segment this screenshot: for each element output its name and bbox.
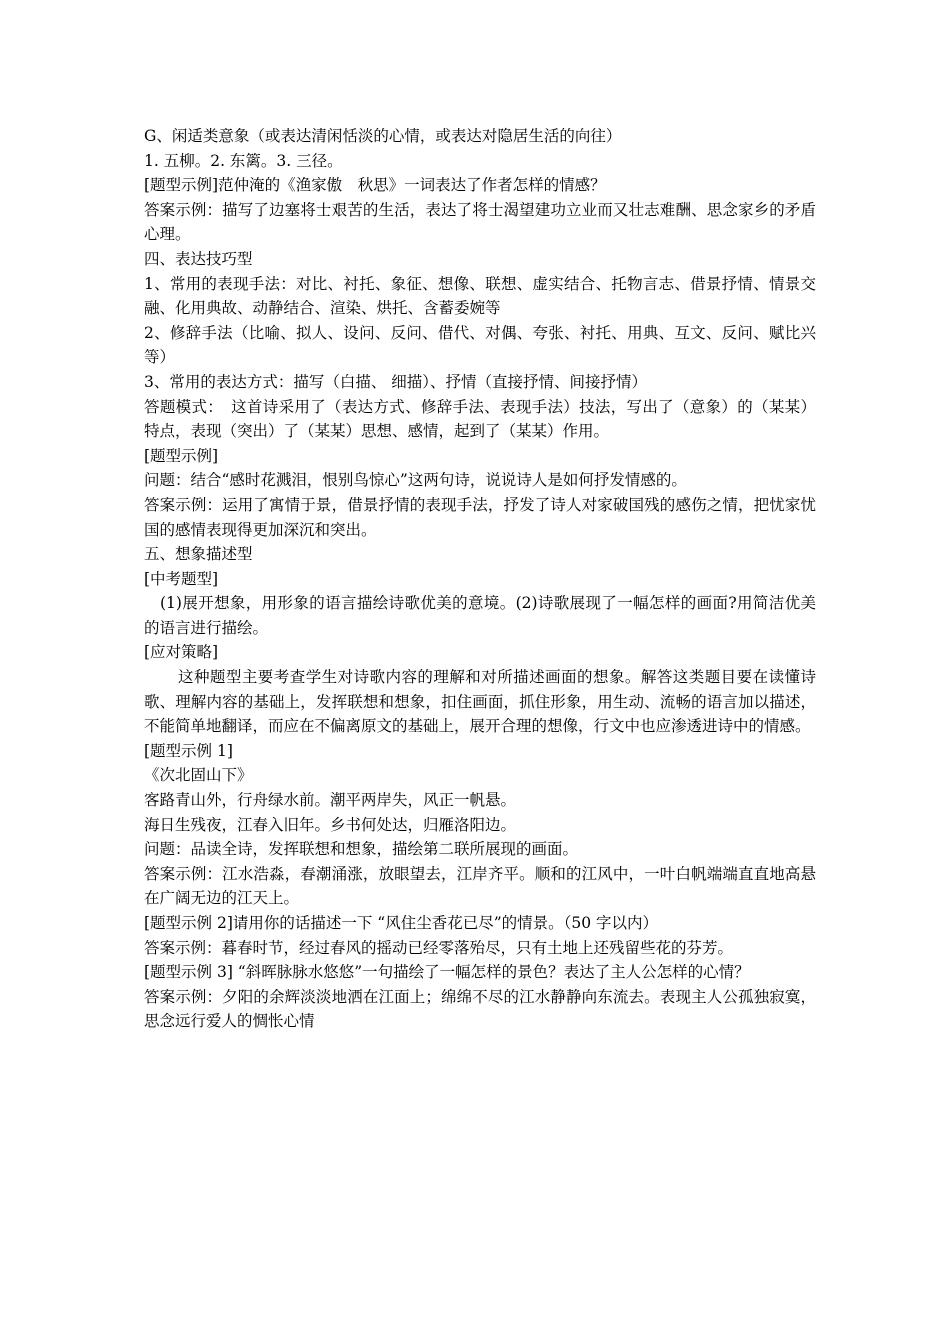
- exam-type-content: (1)展开想象，用形象的语言描绘诗歌优美的意境。(2)诗歌展现了一幅怎样的画面?用简洁优美的语言进行描绘。: [144, 594, 816, 637]
- poem-line-2: 海日生残夜，江春入旧年。乡书何处达，归雁洛阳边。: [144, 815, 517, 834]
- example-1-label: [题型示例 1]: [144, 741, 233, 760]
- example-2-answer: 答案示例：暮春时节，经过春风的摇动已经零落殆尽，只有土地上还残留些花的芬芳。: [144, 938, 734, 957]
- strategy-paragraph: 这种题型主要考查学生对诗歌内容的理解和对所描述画面的想象。解答这类题目要在读懂诗歌、理解内容的基础上，发挥联想和想象，扣住画面，抓住形象，用生动、流畅的语言加以描述，不能简单地翻译，而应在不偏离原文的基础上，展开合理的想像，行文中也应渗透进诗中的情感。: [144, 668, 816, 736]
- document-page: [144, 124, 816, 1034]
- example-answer: 答案示例：描写了边塞将士艰苦的生活，表达了将士渴望建功立业而又壮志难酬、思念家乡的矛盾心理。: [144, 200, 816, 244]
- example-label: [题型示例]: [144, 446, 219, 465]
- answer-pattern: 答题模式： 这首诗采用了（表达方式、修辞手法、表现手法）技法，写出了（意象）的（某某）特点，表现（突出）了（某某）思想、感情，起到了（某某）作用。: [144, 397, 816, 441]
- poem-title: 《次北固山下》: [144, 766, 253, 785]
- imagery-list: 1. 五柳。2. 东篱。3. 三径。: [144, 151, 343, 170]
- techniques-item-1: 1、常用的表现手法：对比、衬托、象征、想像、联想、虚实结合、托物言志、借景抒情、情景交融、化用典故、动静结合、渲染、烘托、含蓄委婉等: [144, 274, 816, 318]
- example-2-question: [题型示例 2]请用你的话描述一下 “风住尘香花已尽”的情景。（50 字以内）: [144, 914, 659, 932]
- example-3-question: [题型示例 3] “斜晖脉脉水悠悠”一句描绘了一幅怎样的景色？表达了主人公怎样的心情？: [144, 963, 750, 982]
- strategy-label: [应对策略]: [144, 643, 219, 662]
- section-heading-imagination: 五、想象描述型: [144, 545, 253, 564]
- example-3-answer: 答案示例：夕阳的余辉淡淡地洒在江面上；绵绵不尽的江水静静向东流去。表现主人公孤独寂寞，思念远行爱人的惆怅心情: [144, 987, 816, 1031]
- example-answer: 答案示例：运用了寓情于景，借景抒情的表现手法，抒发了诗人对家破国残的感伤之情，把忧家忧国的感情表现得更加深沉和突出。: [144, 495, 816, 539]
- section-heading-techniques: 四、表达技巧型: [144, 249, 253, 268]
- example-question: 问题：结合“感时花溅泪，恨别鸟惊心”这两句诗，说说诗人是如何抒发情感的。: [144, 471, 687, 490]
- heading-leisure-imagery: G、闲适类意象（或表达清闲恬淡的心情，或表达对隐居生活的向往）: [144, 127, 622, 145]
- poem-line-1: 客路青山外，行舟绿水前。潮平两岸失，风正一帆悬。: [144, 791, 517, 810]
- example-question: [题型示例]范仲淹的《渔家傲 秋思》一词表达了作者怎样的情感？: [144, 176, 606, 195]
- techniques-item-2: 2、修辞手法（比喻、拟人、设问、反问、借代、对偶、夸张、衬托、用典、互文、反问、赋比兴等）: [144, 323, 816, 367]
- exam-type-label: [中考题型]: [144, 569, 219, 588]
- example-1-answer: 答案示例：江水浩淼，春潮涌涨，放眼望去，江岸齐平。顺和的江风中，一叶白帆端端直直地高悬在广阔无边的江天上。: [144, 864, 816, 908]
- example-1-question: 问题：品读全诗，发挥联想和想象，描绘第二联所展现的画面。: [144, 840, 579, 859]
- techniques-item-3: 3、常用的表达方式：描写（白描、 细描）、抒情（直接抒情、间接抒情）: [144, 372, 648, 391]
